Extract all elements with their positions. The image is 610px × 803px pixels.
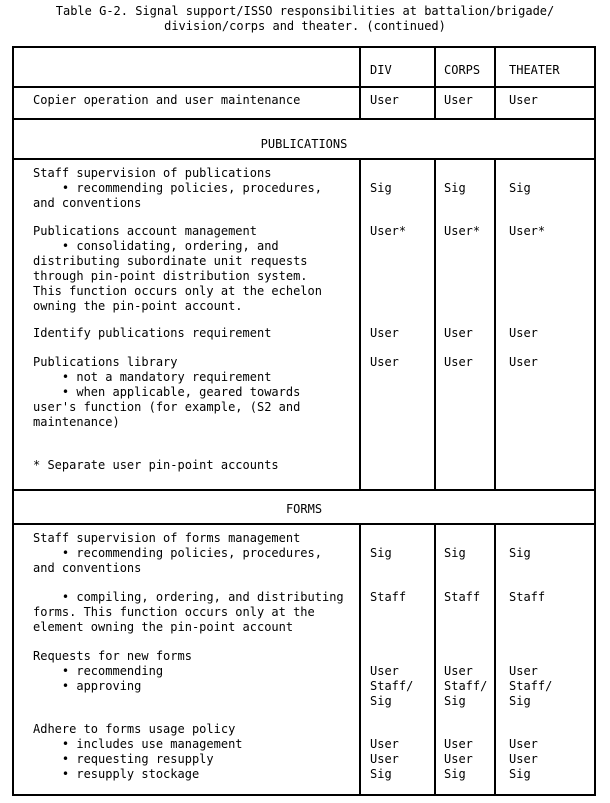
col-corps-line-c	[434, 158, 436, 491]
pub-account-corps: User*	[444, 224, 481, 238]
pub-staff-task: Staff supervision of publications • recommending policies, procedures, and conventions	[33, 166, 322, 210]
forms-requests-task: Requests for new forms • recommending • approving	[33, 649, 192, 693]
forms-heading: FORMS	[285, 502, 323, 516]
pub-identify-div: User	[370, 326, 399, 340]
pub-account-div: User*	[370, 224, 407, 238]
pub-staff-corps: Sig	[444, 181, 466, 195]
caption-line-1: Table G-2. Signal support/ISSO responsibilities at battalion/brigade/	[55, 4, 555, 18]
forms-compiling-task: • compiling, ordering, and distributing forms. This function occurs only at the element owning the pin-point account	[33, 590, 344, 634]
forms-adhere-task: Adhere to forms usage policy • includes use management • requesting resupply • resupply stockage	[33, 722, 243, 781]
forms-staff-div: Sig	[370, 546, 392, 560]
col-div-line-d	[359, 523, 361, 796]
forms-adhere-corps: User User Sig	[444, 737, 473, 781]
pub-identify-task: Identify publications requirement	[33, 326, 272, 340]
copier-div: User	[370, 93, 399, 107]
forms-staff-theater: Sig	[509, 546, 531, 560]
copier-divider	[12, 118, 596, 120]
pub-staff-div: Sig	[370, 181, 392, 195]
forms-compiling-div: Staff	[370, 590, 407, 604]
copier-task: Copier operation and user maintenance	[33, 93, 301, 107]
col-corps-line-b	[434, 86, 436, 120]
forms-requests-theater: User Staff/ Sig	[509, 664, 553, 708]
col-div-line-b	[359, 86, 361, 120]
pub-library-corps: User	[444, 355, 473, 369]
copier-theater: User	[509, 93, 538, 107]
publications-end-divider	[12, 489, 596, 491]
forms-staff-task: Staff supervision of forms management • recommending policies, procedures, and conventions	[33, 531, 322, 575]
col-div-line-c	[359, 158, 361, 491]
publications-heading-divider	[12, 158, 596, 160]
forms-heading-divider	[12, 523, 596, 525]
forms-compiling-theater: Staff	[509, 590, 546, 604]
pub-account-theater: User*	[509, 224, 546, 238]
forms-compiling-corps: Staff	[444, 590, 481, 604]
col-theater-line-d	[494, 523, 496, 796]
pub-library-task: Publications library • not a mandatory requirement • when applicable, geared towards user's function (for example, (S2 and maintenance)	[33, 355, 301, 429]
forms-requests-corps: User Staff/ Sig	[444, 664, 488, 708]
caption-line-2: division/corps and theater. (continued)	[164, 19, 446, 33]
header-divider	[12, 86, 596, 88]
pub-library-div: User	[370, 355, 399, 369]
pub-identify-theater: User	[509, 326, 538, 340]
forms-adhere-theater: User User Sig	[509, 737, 538, 781]
pub-account-task: Publications account management • consolidating, ordering, and distributing subordinate unit requests through pin-point distribution system. This function occurs only at the echelon owning the pin-point account.	[33, 224, 322, 313]
col-corps-line-a	[434, 46, 436, 88]
table-caption	[0, 4, 610, 34]
col-corps-line-d	[434, 523, 436, 796]
col-theater-line-c	[494, 158, 496, 491]
header-corps: CORPS	[444, 63, 481, 77]
pub-staff-theater: Sig	[509, 181, 531, 195]
forms-adhere-div: User User Sig	[370, 737, 399, 781]
forms-staff-corps: Sig	[444, 546, 466, 560]
header-theater: THEATER	[509, 63, 560, 77]
col-div-line-a	[359, 46, 361, 88]
copier-corps: User	[444, 93, 473, 107]
pub-footnote: * Separate user pin-point accounts	[33, 458, 279, 472]
publications-heading: PUBLICATIONS	[260, 137, 348, 151]
col-theater-line-a	[494, 46, 496, 88]
forms-requests-div: User Staff/ Sig	[370, 664, 414, 708]
pub-identify-corps: User	[444, 326, 473, 340]
col-theater-line-b	[494, 86, 496, 120]
pub-library-theater: User	[509, 355, 538, 369]
header-div: DIV	[370, 63, 392, 77]
